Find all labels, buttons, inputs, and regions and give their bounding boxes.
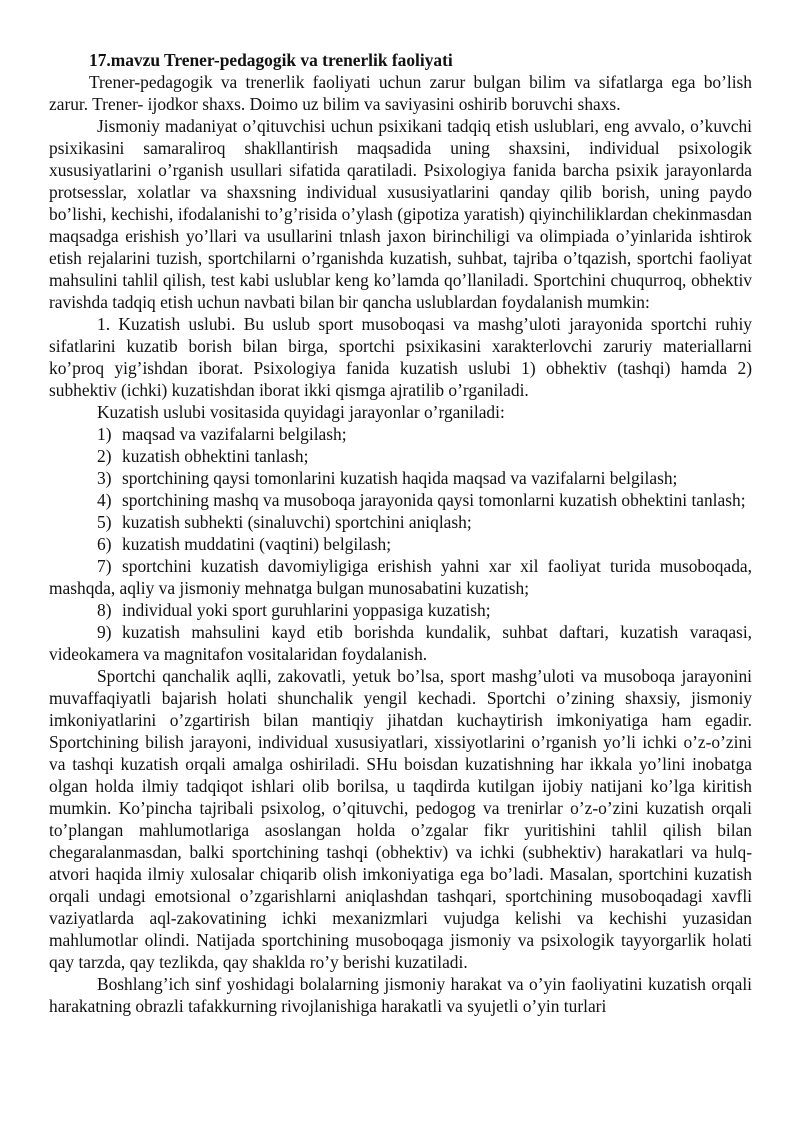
paragraph-observation-method: 1. Kuzatish uslubi. Bu uslub sport musoboqasi va mashg’uloti jarayonida sportchi ruhiy sifatlarini kuzatib borish bilan birga, sportchi psixikasini xarakterlovchi zaruriy materiallarni ko’proq yig’ishdan iborat. Psixologiya fanida kuzatish uslubi 1) obhektiv (tashqi) hamda 2) subhektiv (ichki) kuzatishdan iborat ikki qismga ajratilib o’rganiladi. [49,314,752,400]
list-item-text: sportchini kuzatish davomiyligiga erishish yahni xar xil faoliyat turida musoboqada, mashqda, aqliy va jismoniy mehnatga bulgan munosabatini kuzatish; [49,556,752,598]
list-item-number: 7) [97,556,112,576]
list-item [49,555,752,599]
list-item-number: 6) [97,534,112,554]
list-item-text: sportchining qaysi tomonlarini kuzatish haqida maqsad va vazifalarni belgilash; [122,468,678,488]
list-item-number: 3) [97,468,112,488]
list-item-text: maqsad va vazifalarni belgilash; [122,424,347,444]
paragraph-athlete-observation: Sportchi qanchalik aqlli, zakovatli, yetuk bo’lsa, sport mashg’uloti va musoboqa jarayonini muvaffaqiyatli bajarish holati shunchalik yengil kechadi. Sportchi o’zining shaxsiy, jismoniy imkoniyatlarini o’zgartirish bilan mantiqiy jihatdan kuchaytirish imkoniyatiga ham egadir. Sportchining bilish jarayoni, individual xususiyatlari, xissiyotlarini o’rganish yo’li ichki o’z-o’zini va tashqi kuzatish orqali amalga oshiriladi. SHu boisdan kuzatishning har ikkala yo’lini inobatga olgan holda ilmiy tadqiqot ishlari olib borilsa, u taqdirda kutilgan ijobiy natijani ko’lga kiritish mumkin. Ko’pincha tajribali psixolog, o’qituvchi, pedogog va trenirlar o’z-o’zini kuzatish orqali to’plangan mahlumotlariga asoslangan holda o’zgalar fikr yuritishini tahlil qilish bilan chegaralanmasdan, balki sportchining tashqi (obhektiv) va ichki (subhektiv) harakatlari va hulq-atvori haqida ilmiy xulosalar chiqarib olish imkoniyatiga ega bo’ladi. Masalan, sportchini kuzatish orqali undagi emotsional o’zgarishlarni aniqlashdan tashqari, sportchining musoboqadagi xavfli vaziyatlarda aql-zakovatining ichki mexanizmlari vujudga kelishi va kechishi yuzasidan mahlumotlar olindi. Natijada sportchining musoboqaga jismoniy va psixologik tayyorgarlik holati qay tarzda, qay tezlikda, qay shaklda ro’y berishi kuzatiladi. [49,666,752,972]
document-page [49,49,752,1017]
list-item-number: 2) [97,446,112,466]
list-item [49,533,752,555]
list-item [49,599,752,621]
list-item-text: kuzatish mahsulini kayd etib borishda kundalik, suhbat daftari, kuzatish varaqasi, videokamera va magnitafon vositalaridan foydalanish. [49,622,752,664]
list-item-text: kuzatish muddatini (vaqtini) belgilash; [122,534,392,554]
paragraph-list-intro: Kuzatish uslubi vositasida quyidagi jarayonlar o’rganiladi: [97,402,505,422]
paragraph-intro: Trener-pedagogik va trenerlik faoliyati uchun zarur bulgan bilim va sifatlarga ega bo’lish zarur. Trener- ijodkor shaxs. Doimo uz bilim va saviyasini oshirib boruvchi shaxs. [49,72,752,114]
list-item-number: 4) [97,490,112,510]
list-item-text: sportchining mashq va musoboqa jarayonida qaysi tomonlarni kuzatish obhektini tanlash; [122,490,746,510]
list-item [49,467,752,489]
list-item-text: individual yoki sport guruhlarini yoppasiga kuzatish; [122,600,491,620]
list-item-number: 9) [97,622,112,642]
list-item [49,621,752,665]
paragraph-methods: Jismoniy madaniyat o’qituvchisi uchun psixikani tadqiq etish uslublari, eng avvalo, o’kuvchi psixikasini samaraliroq shakllantirish maqsadida uning shaxsini, individual psixologik xususiyatlarini o’rganish usullari sifatida qaratiladi. Psixologiya fanida barcha psixik jarayonlarda protsesslar, xolatlar va shaxsning individual xususiyatlarini qanday qilib borish, uning paydo bo’lishi, kechishi, ifodalanishi to’g’risida o’ylash (gipotiza yaratish) qiyinchiliklardan chekinmasdan maqsadga erishish yo’llari va usullarini tnlash jaxon birinchiligi va olimpiada o’yinlarida ishtirok etish rejalarini tuzish, sportchilarni o’rganishda kuzatish, suhbat, tajriba o’tqazish, sportchi faoliyat mahsulini tahlil qilish, test kabi uslublar keng ko’lamda qo’llaniladi. Sportchini chuqurroq, obhektiv ravishda tadqiq etish uchun navbati bilan bir qancha uslublardan foydalanish mumkin: [49,116,752,312]
list-item-text: kuzatish subhekti (sinaluvchi) sportchini aniqlash; [122,512,472,532]
observation-steps-list [49,423,752,665]
document-title: 17.mavzu Trener-pedagogik va trenerlik faoliyati [89,50,453,70]
list-item [49,511,752,533]
list-item-number: 5) [97,512,112,532]
list-item [49,423,752,445]
list-item [49,489,752,511]
list-item-number: 8) [97,600,112,620]
list-item-text: kuzatish obhektini tanlash; [122,446,309,466]
list-item-number: 1) [97,424,112,444]
list-item [49,445,752,467]
paragraph-primary-school: Boshlang’ich sinf yoshidagi bolalarning jismoniy harakat va o’yin faoliyatini kuzatish orqali harakatning obrazli tafakkurning rivojlanishiga harakatli va syujetli o’yin turlari [49,974,752,1016]
